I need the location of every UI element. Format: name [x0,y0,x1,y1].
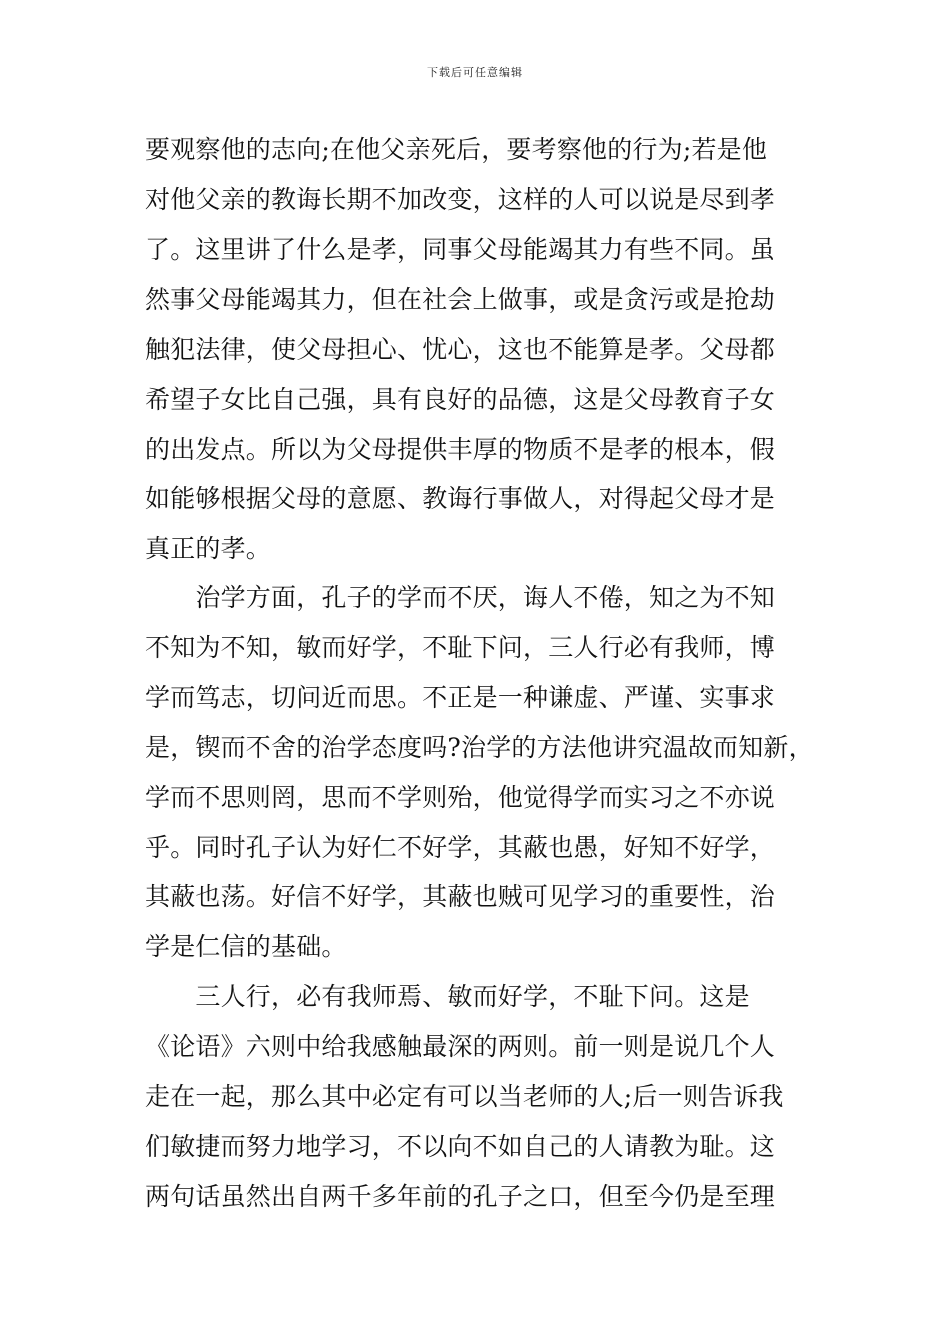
text-line: 治学方面，孔子的学而不厌，诲人不倦，知之为不知 [145,583,776,612]
text-line: 如能够根据父母的意愿、教诲行事做人，对得起父母才是 [145,484,776,513]
text-line: 《论语》六则中给我感触最深的两则。前一则是说几个人 [145,1032,776,1061]
text-line: 的出发点。所以为父母提供丰厚的物质不是孝的根本，假 [145,435,776,464]
text-line: 了。这里讲了什么是孝，同事父母能竭其力有些不同。虽 [145,235,776,264]
text-line: 学而不思则罔，思而不学则殆，他觉得学而实习之不亦说 [145,783,776,812]
text-line: 学而笃志，切问近而思。不正是一种谦虚、严谨、实事求 [145,683,776,712]
text-line: 三人行，必有我师焉、敏而好学，不耻下问。这是 [145,982,750,1011]
text-line: 们敏捷而努力地学习，不以向不如自己的人请教为耻。这 [145,1132,776,1161]
text-line: 要观察他的志向;在他父亲死后，要考察他的行为;若是他 [145,135,768,164]
text-line: 触犯法律，使父母担心、忧心，这也不能算是孝。父母都 [145,335,776,364]
text-line: 真正的孝。 [145,534,272,563]
page-header: 下载后可任意编辑 [427,66,523,79]
text-line: 两句话虽然出自两千多年前的孔子之口，但至今仍是至理 [145,1182,776,1211]
text-line: 然事父母能竭其力，但在社会上做事，或是贪污或是抢劫 [145,285,776,314]
text-line: 乎。同时孔子认为好仁不好学，其蔽也愚，好知不好学， [145,833,776,862]
text-line: 走在一起，那么其中必定有可以当老师的人;后一则告诉我 [145,1082,784,1111]
text-line: 对他父亲的教诲长期不加改变，这样的人可以说是尽到孝 [145,185,776,214]
text-line: 学是仁信的基础。 [145,932,347,961]
text-line: 其蔽也荡。好信不好学，其蔽也贼可见学习的重要性，治 [145,882,776,911]
text-line: 是，锲而不舍的治学态度吗?治学的方法他讲究温故而知新， [145,733,814,762]
text-line: 不知为不知，敏而好学，不耻下问，三人行必有我师，博 [145,633,776,662]
text-line: 希望子女比自己强，具有良好的品德，这是父母教育子女 [145,385,776,414]
